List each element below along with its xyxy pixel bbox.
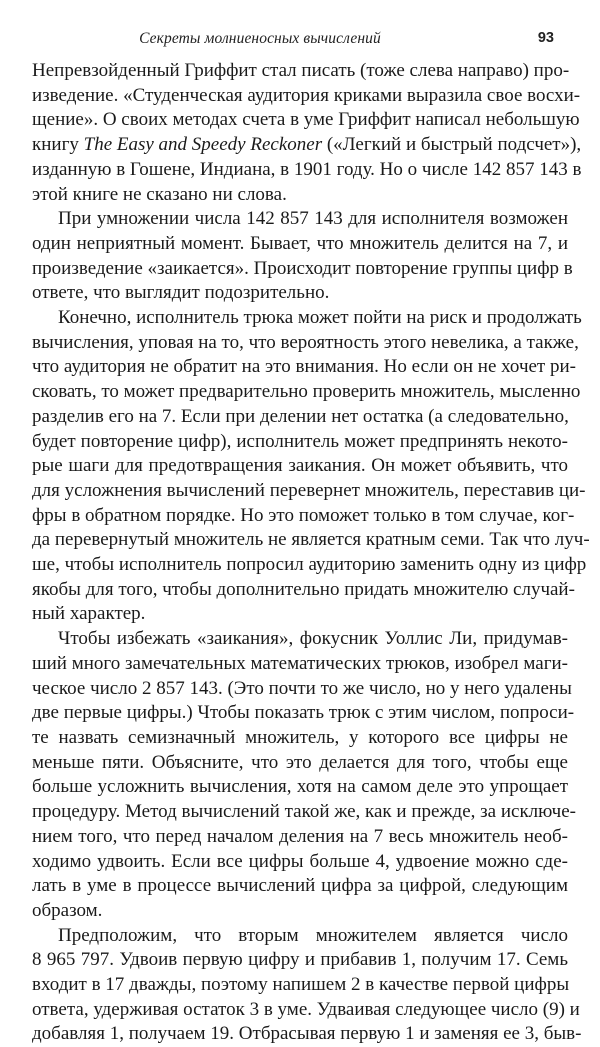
text-line: изведение. «Студенческая аудитория криками выразила свое восхи-	[32, 84, 581, 106]
text-line: две первые цифры.) Чтобы показать трюк с этим числом, попроси-	[32, 702, 575, 724]
text-line: фры в обратном порядке. Но это поможет только в том случае, ког-	[32, 504, 575, 526]
text-line: сковать, то может предварительно проверить множитель, мысленно	[32, 381, 581, 403]
text-line: меньше пяти. Объясните, что это делается для того, чтобы еще	[32, 751, 568, 773]
running-header	[32, 30, 568, 52]
text-line: ответа, удерживая остаток 3 в уме. Удваивая следующее число (9) и	[32, 998, 580, 1020]
text-line: ческое число 2 857 143. (Это почти то же число, но у него удалены	[32, 677, 572, 699]
text-line: Конечно, исполнитель трюка может пойти на риск и продолжать	[58, 307, 582, 329]
text-line: произведение «заикается». Происходит повторение группы цифр в	[32, 257, 573, 279]
text-line: рые шаги для предотвращения заикания. Он может объявить, что	[32, 455, 568, 477]
text-line: нием того, что перед началом деления на 7 весь множитель необ-	[32, 825, 568, 847]
text-line: ший много замечательных математических трюков, изобрел маги-	[32, 652, 568, 674]
text-line: ответе, что выглядит подозрительно.	[32, 282, 330, 304]
text-line: вычисления, уповая на то, что вероятность этого невелика, а также,	[32, 331, 579, 353]
page-number: 93	[537, 30, 554, 46]
text-line: образом.	[32, 899, 103, 921]
text-line: ше, чтобы исполнитель попросил аудиторию заменить одну из цифр	[32, 554, 587, 576]
text-line: 8 965 797. Удвоив первую цифру и прибавив 1, получим 17. Семь	[32, 949, 568, 971]
text-line: щение». О своих методах счета в уме Гриффит написал небольшую	[32, 109, 580, 131]
running-title: Секреты молниеносных вычислений	[139, 30, 381, 47]
text-line: При умножении числа 142 857 143 для исполнителя возможен	[58, 208, 568, 230]
page-body	[32, 59, 590, 1047]
text-line: Чтобы избежать «заикания», фокусник Уоллис Ли, придумав-	[58, 628, 568, 650]
text-line: добавляя 1, получаем 19. Отбрасывая первую 1 и заменяя ее 3, быв-	[32, 1023, 582, 1045]
text-line: один неприятный момент. Бывает, что множитель делится на 7, и	[32, 232, 568, 254]
text-line: этой книге не сказано ни слова.	[32, 183, 287, 205]
book-title: The Easy and Speedy Reckoner	[83, 134, 323, 156]
text-line: ходимо удвоить. Если все цифры больше 4, удвоение можно сде-	[32, 850, 568, 872]
paragraph	[32, 924, 582, 1047]
paragraph	[32, 59, 582, 207]
text-line: разделив его на 7. Если при делении нет остатка (а следовательно,	[32, 405, 569, 427]
text-line: лать в уме в процессе вычислений цифра за цифрой, следующим	[32, 875, 568, 897]
text-line: якобы для того, чтобы дополнительно придать множителю случай-	[32, 578, 575, 600]
text-line: процедуру. Метод вычислений такой же, как и прежде, за исключе-	[32, 801, 576, 823]
text-line: Предположим, что вторым множителем является число	[58, 924, 568, 946]
text-line: для усложнения вычислений перевернет множитель, переставив ци-	[32, 479, 586, 501]
text-line: изданную в Гошене, Индиана, в 1901 году. Но о числе 142 857 143 в	[32, 158, 582, 180]
text-line: будет повторение цифр), исполнитель может предпринять некото-	[32, 430, 568, 452]
text-line: что аудитория не обратит на это внимания. Но если он не хочет ри-	[32, 356, 576, 378]
paragraph	[32, 306, 590, 627]
text-line: больше усложнить вычисления, хотя на самом деле это упрощает	[32, 776, 568, 798]
paragraph	[32, 627, 576, 923]
text-line: ный характер.	[32, 603, 146, 625]
text-line: входит в 17 дважды, поэтому напишем 2 в качестве первой цифры	[32, 974, 570, 996]
text-line: книгу The Easy and Speedy Reckoner («Легкий и быстрый подсчет»),	[32, 134, 582, 156]
text-line: те назвать семизначный множитель, у которого все цифры не	[32, 726, 568, 748]
paragraph	[32, 207, 573, 306]
text-line: да перевернутый множитель не является кратным семи. Так что луч-	[32, 529, 590, 551]
text-line: Непревзойденный Гриффит стал писать (тоже слева направо) про-	[32, 60, 570, 81]
